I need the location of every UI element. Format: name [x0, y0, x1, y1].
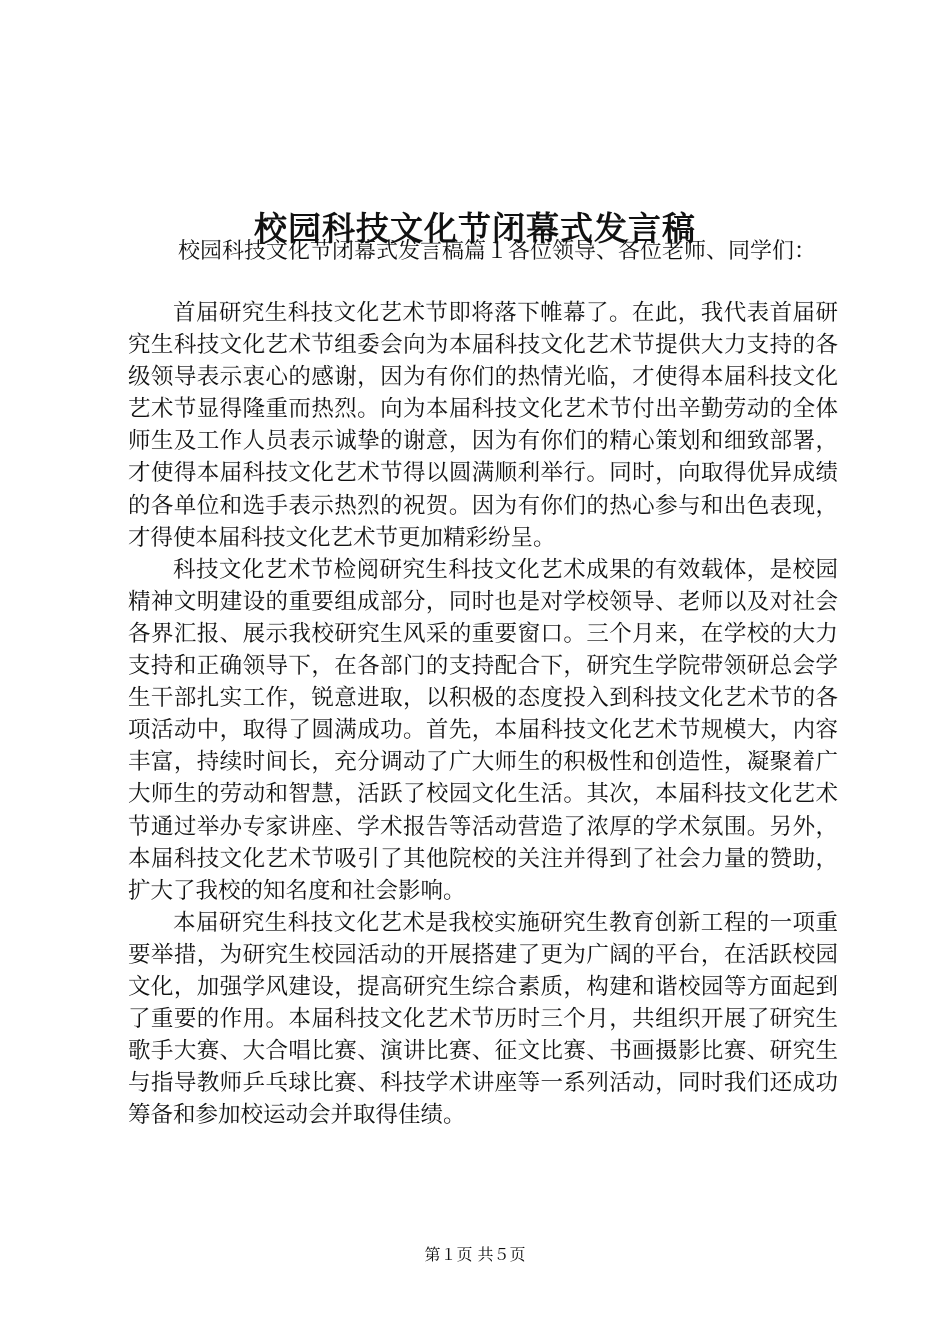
body-paragraph: 科技文化艺术节检阅研究生科技文化艺术成果的有效载体，是校园精神文明建设的重要组成部分，同时也是对学校领导、老师以及对社会各界汇报、展示我校研究生风采的重要窗口。三个月来，在学校的大力支持和正确领导下，在各部门的支持配合下，研究生学院带领研总会学生干部扎实工作，锐意进取，以积极的态度投入到科技文化艺术节的各项活动中，取得了圆满成功。首先，本届科技文化艺术节规模大，内容丰富，持续时间长，充分调动了广大师生的积极性和创造性，凝聚着广大师生的劳动和智慧，活跃了校园文化生活。其次，本届科技文化艺术节通过举办专家讲座、学术报告等活动营造了浓厚的学术氛围。另外，本届科技文化艺术节吸引了其他院校的关注并得到了社会力量的赞助，扩大了我校的知名度和社会影响。: [128, 556, 838, 904]
body-paragraph: 首届研究生科技文化艺术节即将落下帷幕了。在此，我代表首届研究生科技文化艺术节组委会向为本届科技文化艺术节提供大力支持的各级领导表示衷心的感谢，因为有你们的热情光临，才使得本届科技文化艺术节显得隆重而热烈。向为本届科技文化艺术节付出辛勤劳动的全体师生及工作人员表示诚挚的谢意，因为有你们的精心策划和细致部署，才使得本届科技文化艺术节得以圆满顺利举行。同时，向取得优异成绩的各单位和选手表示热烈的祝贺。因为有你们的热心参与和出色表现，才得使本届科技文化艺术节更加精彩纷呈。: [128, 300, 838, 551]
document-title: 校园科技文化节闭幕式发言稿: [254, 209, 696, 249]
page-number-footer: 第１页 共５页: [424, 1245, 526, 1264]
document-body: [128, 297, 838, 1131]
body-paragraph: 本届研究生科技文化艺术是我校实施研究生教育创新工程的一项重要举措，为研究生校园活动的开展搭建了更为广阔的平台，在活跃校园文化，加强学风建设，提高研究生综合素质，构建和谐校园等方面起到了重要的作用。本届科技文化艺术节历时三个月，共组织开展了研究生歌手大赛、大合唱比赛、演讲比赛、征文比赛、书画摄影比赛、研究生与指导教师乒乓球比赛、科技学术讲座等一系列活动，同时我们还成功筹备和参加校运动会并取得佳绩。: [128, 909, 838, 1129]
document-intro: 校园科技文化节闭幕式发言稿篇１各位领导、各位老师、同学们：: [178, 239, 817, 264]
